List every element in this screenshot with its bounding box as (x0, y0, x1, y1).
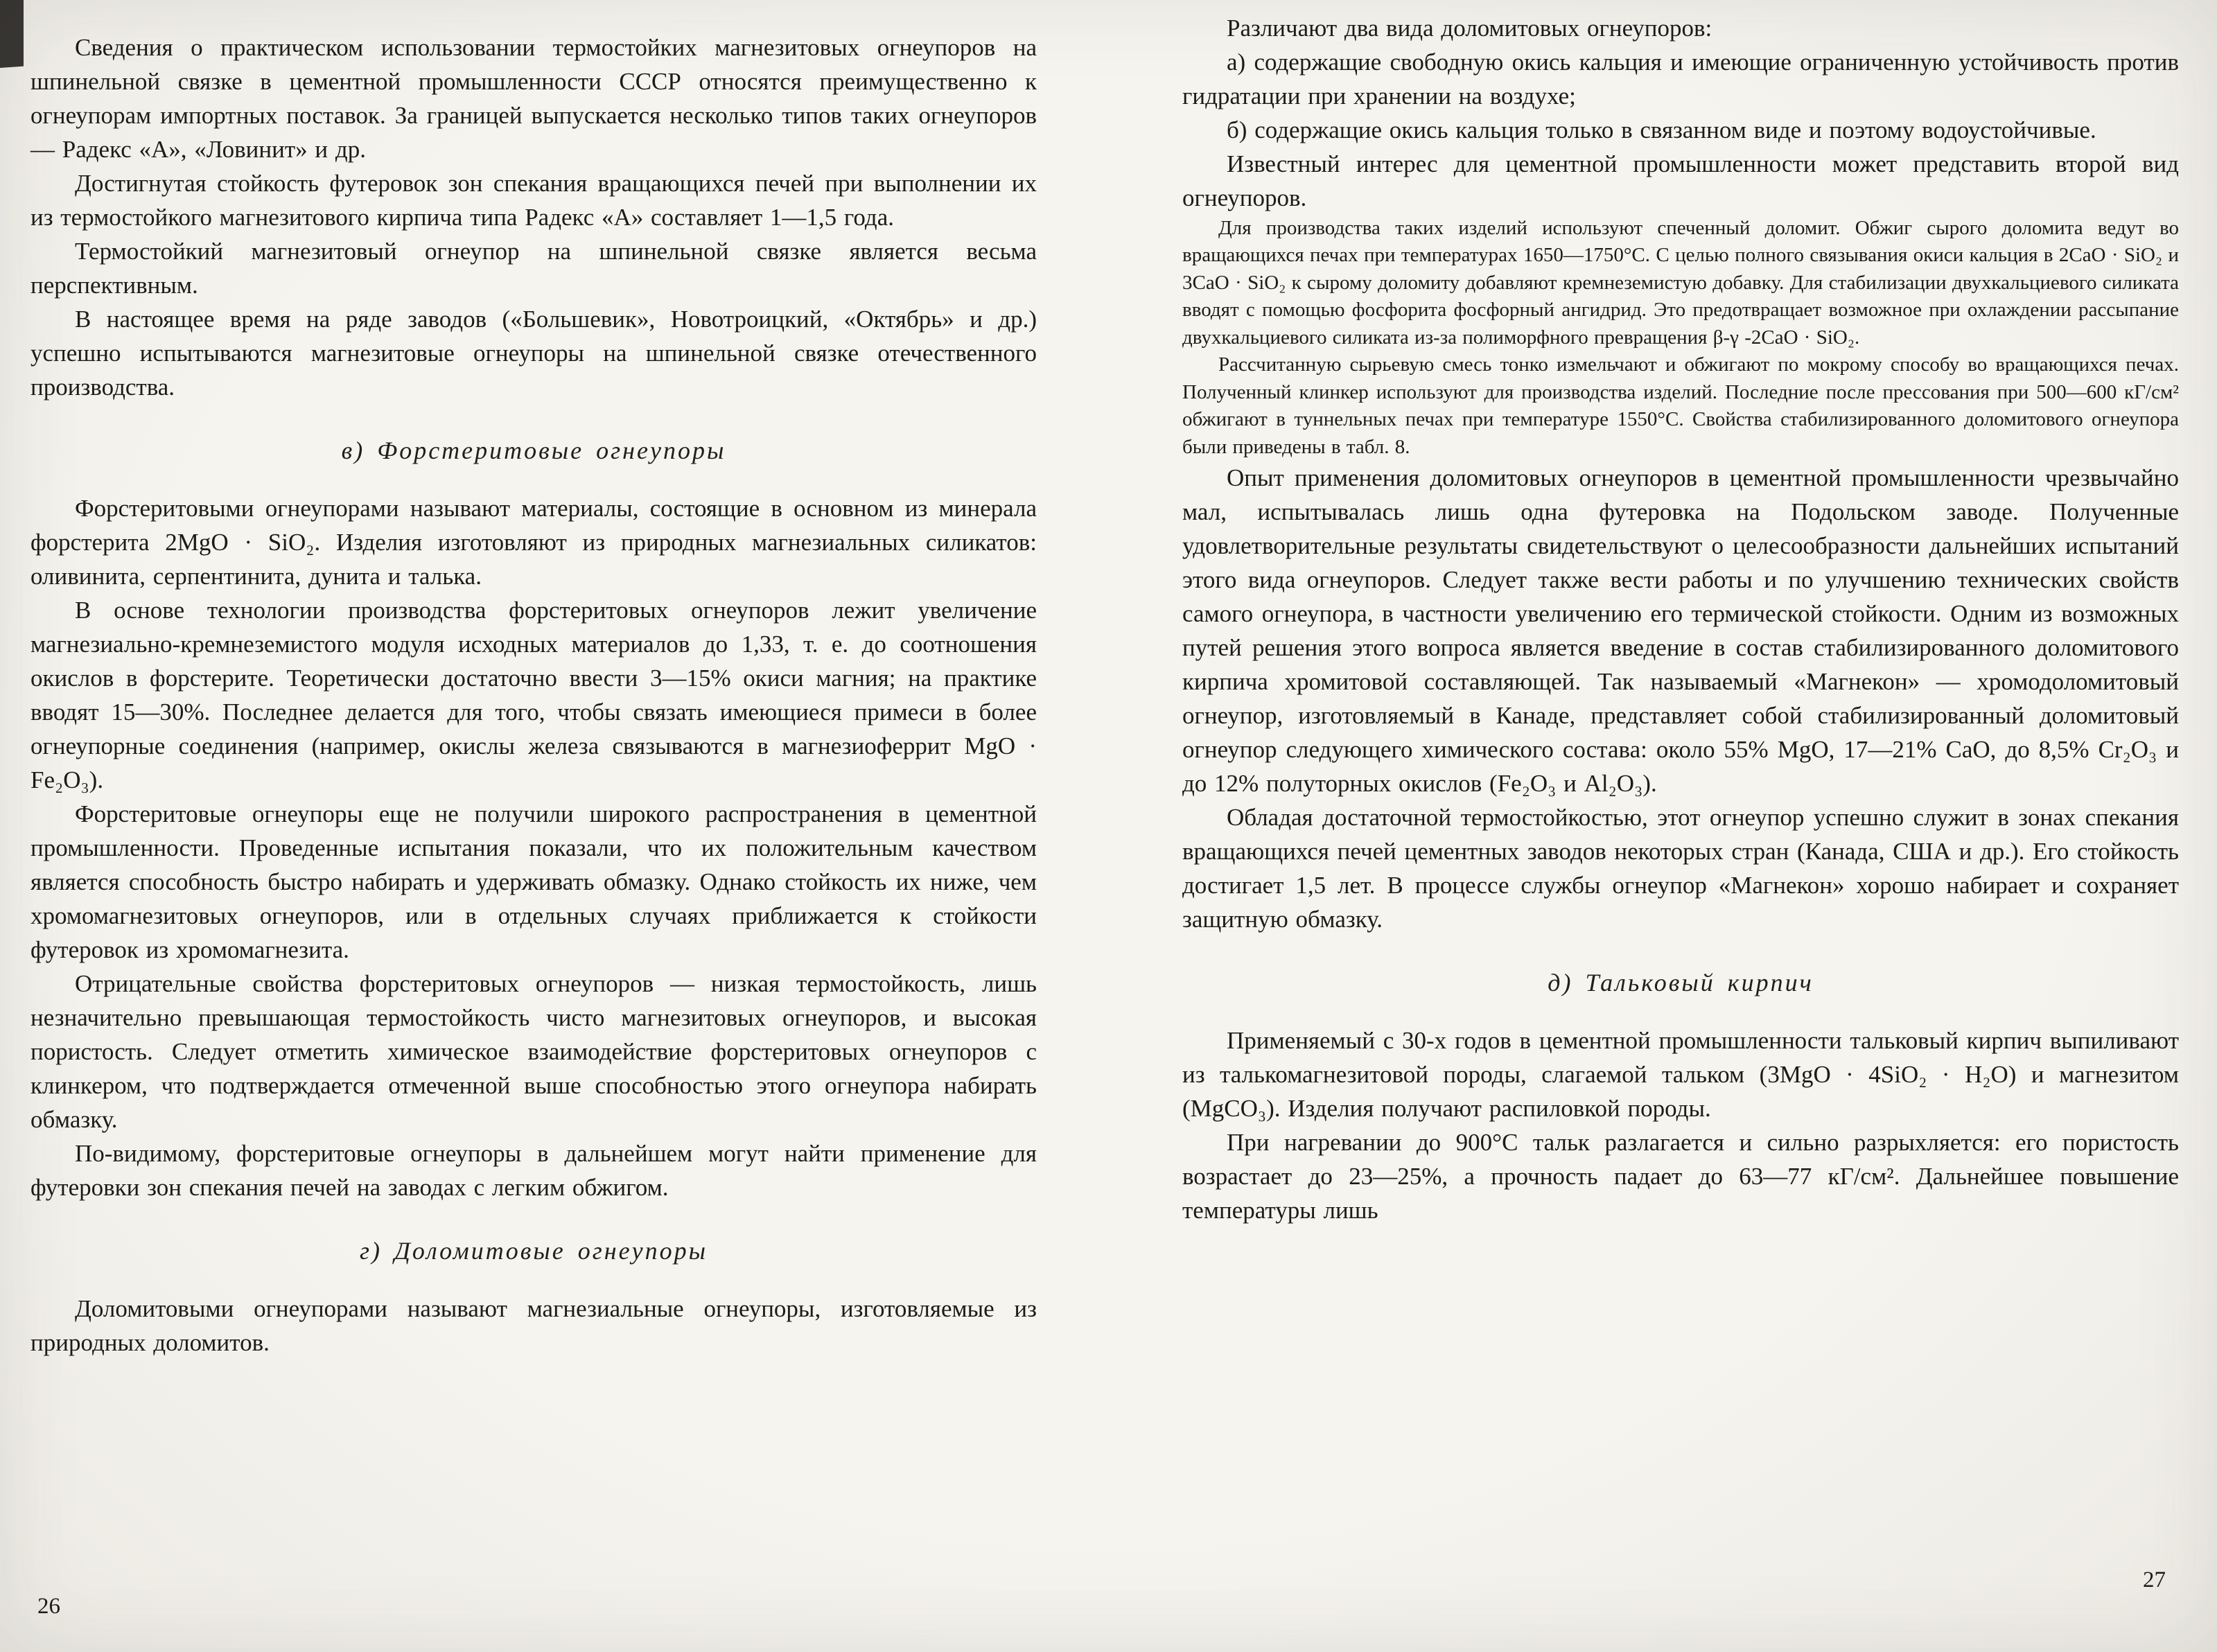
paragraph: По-видимому, форстеритовые огнеупоры в дальнейшем могут найти применение для футеровки зон спекания печей на заводах с легким обжигом. (30, 1140, 1037, 1201)
fine-print-paragraph: Рассчитанную сырьевую смесь тонко измельчают и обжигают по мокрому способу во вращающихся печах. Полученный клинкер используют для производства изделий. Последние после прессования при 500—600 кГ/см² обжигают в туннельных печах при температуре 1550°С. Свойства стабилизированного доломитового огнеупора были приведены в табл. 8. (1182, 353, 2179, 458)
paragraph: При нагревании до 900°С тальк разлагается и сильно разрыхляется: его пористость возрастает до 23—25%, а прочность падает до 63—77 кГ/см². Дальнейшее повышение температуры лишь (1182, 1128, 2179, 1224)
paragraph: Отрицательные свойства форстеритовых огнеупоров — низкая термостойкость, лишь незначительно превышающая термостойкость чисто магнезитовых огнеупоров, и высокая пористость. Следует отметить химическое взаимодействие форстеритовых огнеупоров с клинкером, что подтверждается отмеченной выше способностью этого огнеупора набирать обмазку. (30, 970, 1037, 1133)
section-heading-dolomite: г) Доломитовые огнеупоры (359, 1237, 708, 1265)
paragraph: В настоящее время на ряде заводов («Большевик», Новотроицкий, «Октябрь» и др.) успешно испытываются магнезитовые огнеупоры на шпинельной связке отечественного производства. (30, 306, 1037, 401)
paragraph: Обладая достаточной термостойкостью, этот огнеупор успешно служит в зонах спекания вращающихся печей цементных заводов некоторых стран (Канада, США и др.). Его стойкость достигает 1,5 лет. В процессе службы огнеупор «Магнекон» хорошо набирает и сохраняет защитную обмазку. (1182, 803, 2179, 933)
paragraph: Применяемый с 30-х годов в цементной промышленности тальковый кирпич выпиливают из талькомагнезитовой породы, слагаемой тальком (3MgO · 4SiO₂ · H₂O) и магнезитом (MgCO₃). Изделия получают распиловкой породы. (1182, 1026, 2179, 1122)
page-number: 26 (37, 1594, 60, 1619)
paragraph: Опыт применения доломитовых огнеупоров в цементной промышленности чрезвычайно мал, испытывалась лишь одна футеровка на Подольском заводе. Полученные удовлетворительные результаты свидетельствуют о целесообразности дальнейших испытаний этого вида огнеупоров. Следует также вести работы и по улучшению технических свойств самого огнеупора, в частности увеличению его термической стойкости. Одним из возможных путей решения этого вопроса является введение в состав стабилизированного доломитового кирпича хромитовой составляющей. Так называемый «Магнекон» — хромодоломитовый огнеупор, изготовляемый в Канаде, представляет собой стабилизированный доломитовый огнеупор следующего химического состава: около 55% MgO, 17—21% CaO, до 8,5% Cr₂O₃ и до 12% полуторных окислов (Fe₂O₃ и Al₂O₃). (1182, 464, 2179, 797)
paragraph: Форстеритовыми огнеупорами называют материалы, состоящие в основном из минерала форстерита 2MgO · SiO₂. Изделия изготовляют из природных магнезиальных силикатов: оливинита, серпентинита, дунита и талька. (30, 495, 1037, 590)
paragraph: Форстеритовые огнеупоры еще не получили широкого распространения в цементной промышленности. Проведенные испытания показали, что их положительным качеством является способность быстро набирать и удерживать обмазку. Однако стойкость их ниже, чем хромомагнезитовых огнеупоров, или в отдельных случаях приближается к стойкости футеровок из хромомагнезита. (30, 800, 1037, 963)
section-heading-talc: д) Тальковый кирпич (1548, 968, 1814, 996)
list-item-b: б) содержащие окись кальция только в связанном виде и поэтому водоустойчивые. (1227, 116, 2096, 143)
fine-print-paragraph: Для производства таких изделий используют спеченный доломит. Обжиг сырого доломита ведут во вращающихся печах при температурах 1650—1750°С. С целью полного связывания окиси кальция в 2CaO · SiO₂ и 3CaO · SiO₂ к сырому доломиту добавляют кремнеземистую добавку. Для стабилизации двухкальциевого силиката вводят с помощью фосфорита фосфорный ангидрид. Это предотвращает возможное при охлаждении рассыпание двухкальциевого силиката из-за полиморфного превращения β-γ -2CaO · SiO₂. (1182, 217, 2179, 349)
paragraph: Термостойкий магнезитовый огнеупор на шпинельной связке является весьма перспективным. (30, 238, 1037, 299)
paragraph: В основе технологии производства форстеритовых огнеупоров лежит увеличение магнезиально-кремнеземистого модуля исходных материалов до 1,33, т. е. до соотношения окислов в форстерите. Теоретически достаточно ввести 3—15% окиси магния; на практике вводят 15—30%. Последнее делается для того, чтобы связать имеющиеся примеси в более огнеупорные соединения (например, окислы железа связываются в магнезиоферрит MgO · Fe₂O₃). (30, 597, 1037, 793)
scan-edge-artifact (0, 0, 24, 68)
page-left (30, 30, 1037, 1360)
paragraph: Доломитовыми огнеупорами называют магнезиальные огнеупоры, изготовляемые из природных доломитов. (30, 1295, 1037, 1356)
list-item-a: а) содержащие свободную окись кальция и имеющие ограниченную устойчивость против гидратации при хранении на воздухе; (1182, 49, 2179, 109)
paragraph: Различают два вида доломитовых огнеупоров: (1227, 15, 1712, 42)
paragraph: Известный интерес для цементной промышленности может представить второй вид огнеупоров. (1182, 150, 2179, 211)
page-right (1182, 11, 2179, 1227)
page-number: 27 (2143, 1567, 2166, 1592)
section-heading-forsterite: в) Форстеритовые огнеупоры (341, 437, 726, 464)
paragraph: Сведения о практическом использовании термостойких магнезитовых огнеупоров на шпинельной связке в цементной промышленности СССР относятся преимущественно к огнеупорам импортных поставок. За границей выпускается несколько типов таких огнеупоров — Радекс «А», «Ловинит» и др. (30, 34, 1037, 163)
paragraph: Достигнутая стойкость футеровок зон спекания вращающихся печей при выполнении их из термостойкого магнезитового кирпича типа Радекс «А» составляет 1—1,5 года. (30, 170, 1037, 231)
